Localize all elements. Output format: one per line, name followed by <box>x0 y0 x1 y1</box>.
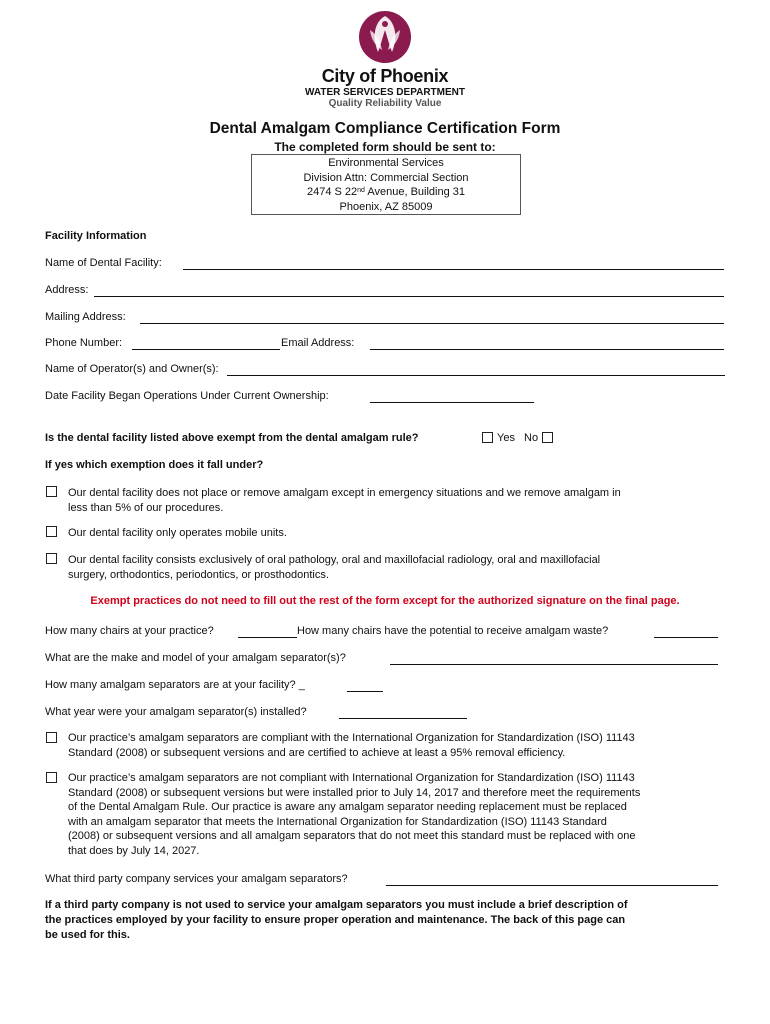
make-model-label: What are the make and model of your amalgam separator(s)? <box>45 652 346 664</box>
separator-count-field[interactable] <box>347 691 383 692</box>
operators-label: Name of Operator(s) and Owner(s): <box>45 363 219 375</box>
address-label: Address: <box>45 284 89 296</box>
form-title: Dental Amalgam Compliance Certification Form <box>209 120 561 137</box>
exempt-question: Is the dental facility listed above exempt from the dental amalgam rule? <box>45 432 419 444</box>
address-field[interactable] <box>94 296 724 297</box>
exemption-option-2-text: Our dental facility only operates mobile units. <box>68 527 287 539</box>
phone-label: Phone Number: <box>45 337 123 349</box>
operations-date-label: Date Facility Began Operations Under Current Ownership: <box>45 390 329 402</box>
exemption-option-1-text: Our dental facility does not place or remove amalgam except in emergency situations and we remove amalgam in less than 5% of our procedures. <box>68 487 621 514</box>
install-year-field[interactable] <box>339 718 467 719</box>
install-year-label: What year were your amalgam separator(s) installed? <box>45 706 307 718</box>
exempt-no-label: No <box>524 432 539 444</box>
address-line-4: Phoenix, AZ 85009 <box>339 200 433 213</box>
exemption-option-1-checkbox[interactable] <box>46 486 57 497</box>
facility-name-label: Name of Dental Facility: <box>45 257 162 269</box>
sent-to-label: The completed form should be sent to: <box>274 140 496 154</box>
make-model-field[interactable] <box>390 664 718 665</box>
exempt-notice: Exempt practices do not need to fill out the rest of the form except for the authorized signature on the final page. <box>90 595 680 607</box>
exemption-option-2-checkbox[interactable] <box>46 526 57 537</box>
email-label: Email Address: <box>281 337 355 349</box>
exemption-option-3-text: Our dental facility consists exclusively of oral pathology, oral and maxillofacial radiology, oral and maxillofacial surgery, orthodontics, periodontics, or prosthodontics. <box>68 554 601 581</box>
compliant-checkbox[interactable] <box>46 732 57 743</box>
chairs-amalgam-field[interactable] <box>654 637 718 638</box>
address-line-3: 2474 S 22nd Avenue, Building 31 <box>306 186 466 198</box>
third-party-field[interactable] <box>386 885 718 886</box>
address-line-2: Division Attn: Commercial Section <box>303 171 469 184</box>
tagline: Quality Reliability Value <box>328 98 442 109</box>
exempt-yes-label: Yes <box>497 432 515 444</box>
phone-field[interactable] <box>132 349 280 350</box>
closing-instructions: If a third party company is not used to service your amalgam separators you must include a brief description of the practices employed by your facility to ensure proper operation and maintenance. The back of this page can be used for this. <box>45 899 628 941</box>
exempt-no-checkbox[interactable] <box>542 432 553 443</box>
which-exemption-label: If yes which exemption does it fall under? <box>45 459 264 471</box>
facility-info-heading: Facility Information <box>45 230 147 242</box>
compliant-text: Our practice’s amalgam separators are compliant with the International Organization for Standardization (ISO) 11143 Standard (2008) or subsequent versions and are certified to achieve at least a 95% removal efficiency. <box>68 732 635 759</box>
email-field[interactable] <box>370 349 724 350</box>
mailing-address-field[interactable] <box>140 323 724 324</box>
facility-name-field[interactable] <box>183 269 724 270</box>
exempt-yes-checkbox[interactable] <box>482 432 493 443</box>
mailing-address-box <box>251 154 521 215</box>
mailing-address-label: Mailing Address: <box>45 311 126 323</box>
exemption-option-3-checkbox[interactable] <box>46 553 57 564</box>
chairs-amalgam-label: How many chairs have the potential to receive amalgam waste? <box>297 625 609 637</box>
operators-field[interactable] <box>227 375 725 376</box>
operations-date-field[interactable] <box>370 402 534 403</box>
address-line-1: Environmental Services <box>328 157 444 169</box>
org-name: City of Phoenix <box>321 66 449 86</box>
noncompliant-checkbox[interactable] <box>46 772 57 783</box>
separator-count-label: How many amalgam separators are at your facility? _ <box>45 679 305 691</box>
department-name: WATER SERVICES DEPARTMENT <box>304 87 465 98</box>
chairs-field[interactable] <box>238 637 297 638</box>
phoenix-bird-logo-icon <box>356 8 414 66</box>
chairs-label: How many chairs at your practice? <box>45 625 214 637</box>
third-party-label: What third party company services your amalgam separators? <box>45 873 348 885</box>
noncompliant-text: Our practice’s amalgam separators are not compliant with International Organization for Standardization (ISO) 11143 Standard (2008) or subsequent versions but were installed prior to July 14, 2017 and therefore meet the requirements of the Dental Amalgam Rule. Our practice is aware any amalgam separator needing replacement must be replaced with an amalgam separator that meets the International Organization for Standardization (ISO) 11143 Standard (2008) or subsequent versions and all amalgam separators that do not meet this standard must be replaced with one that does by July 14, 2027. <box>68 772 641 857</box>
